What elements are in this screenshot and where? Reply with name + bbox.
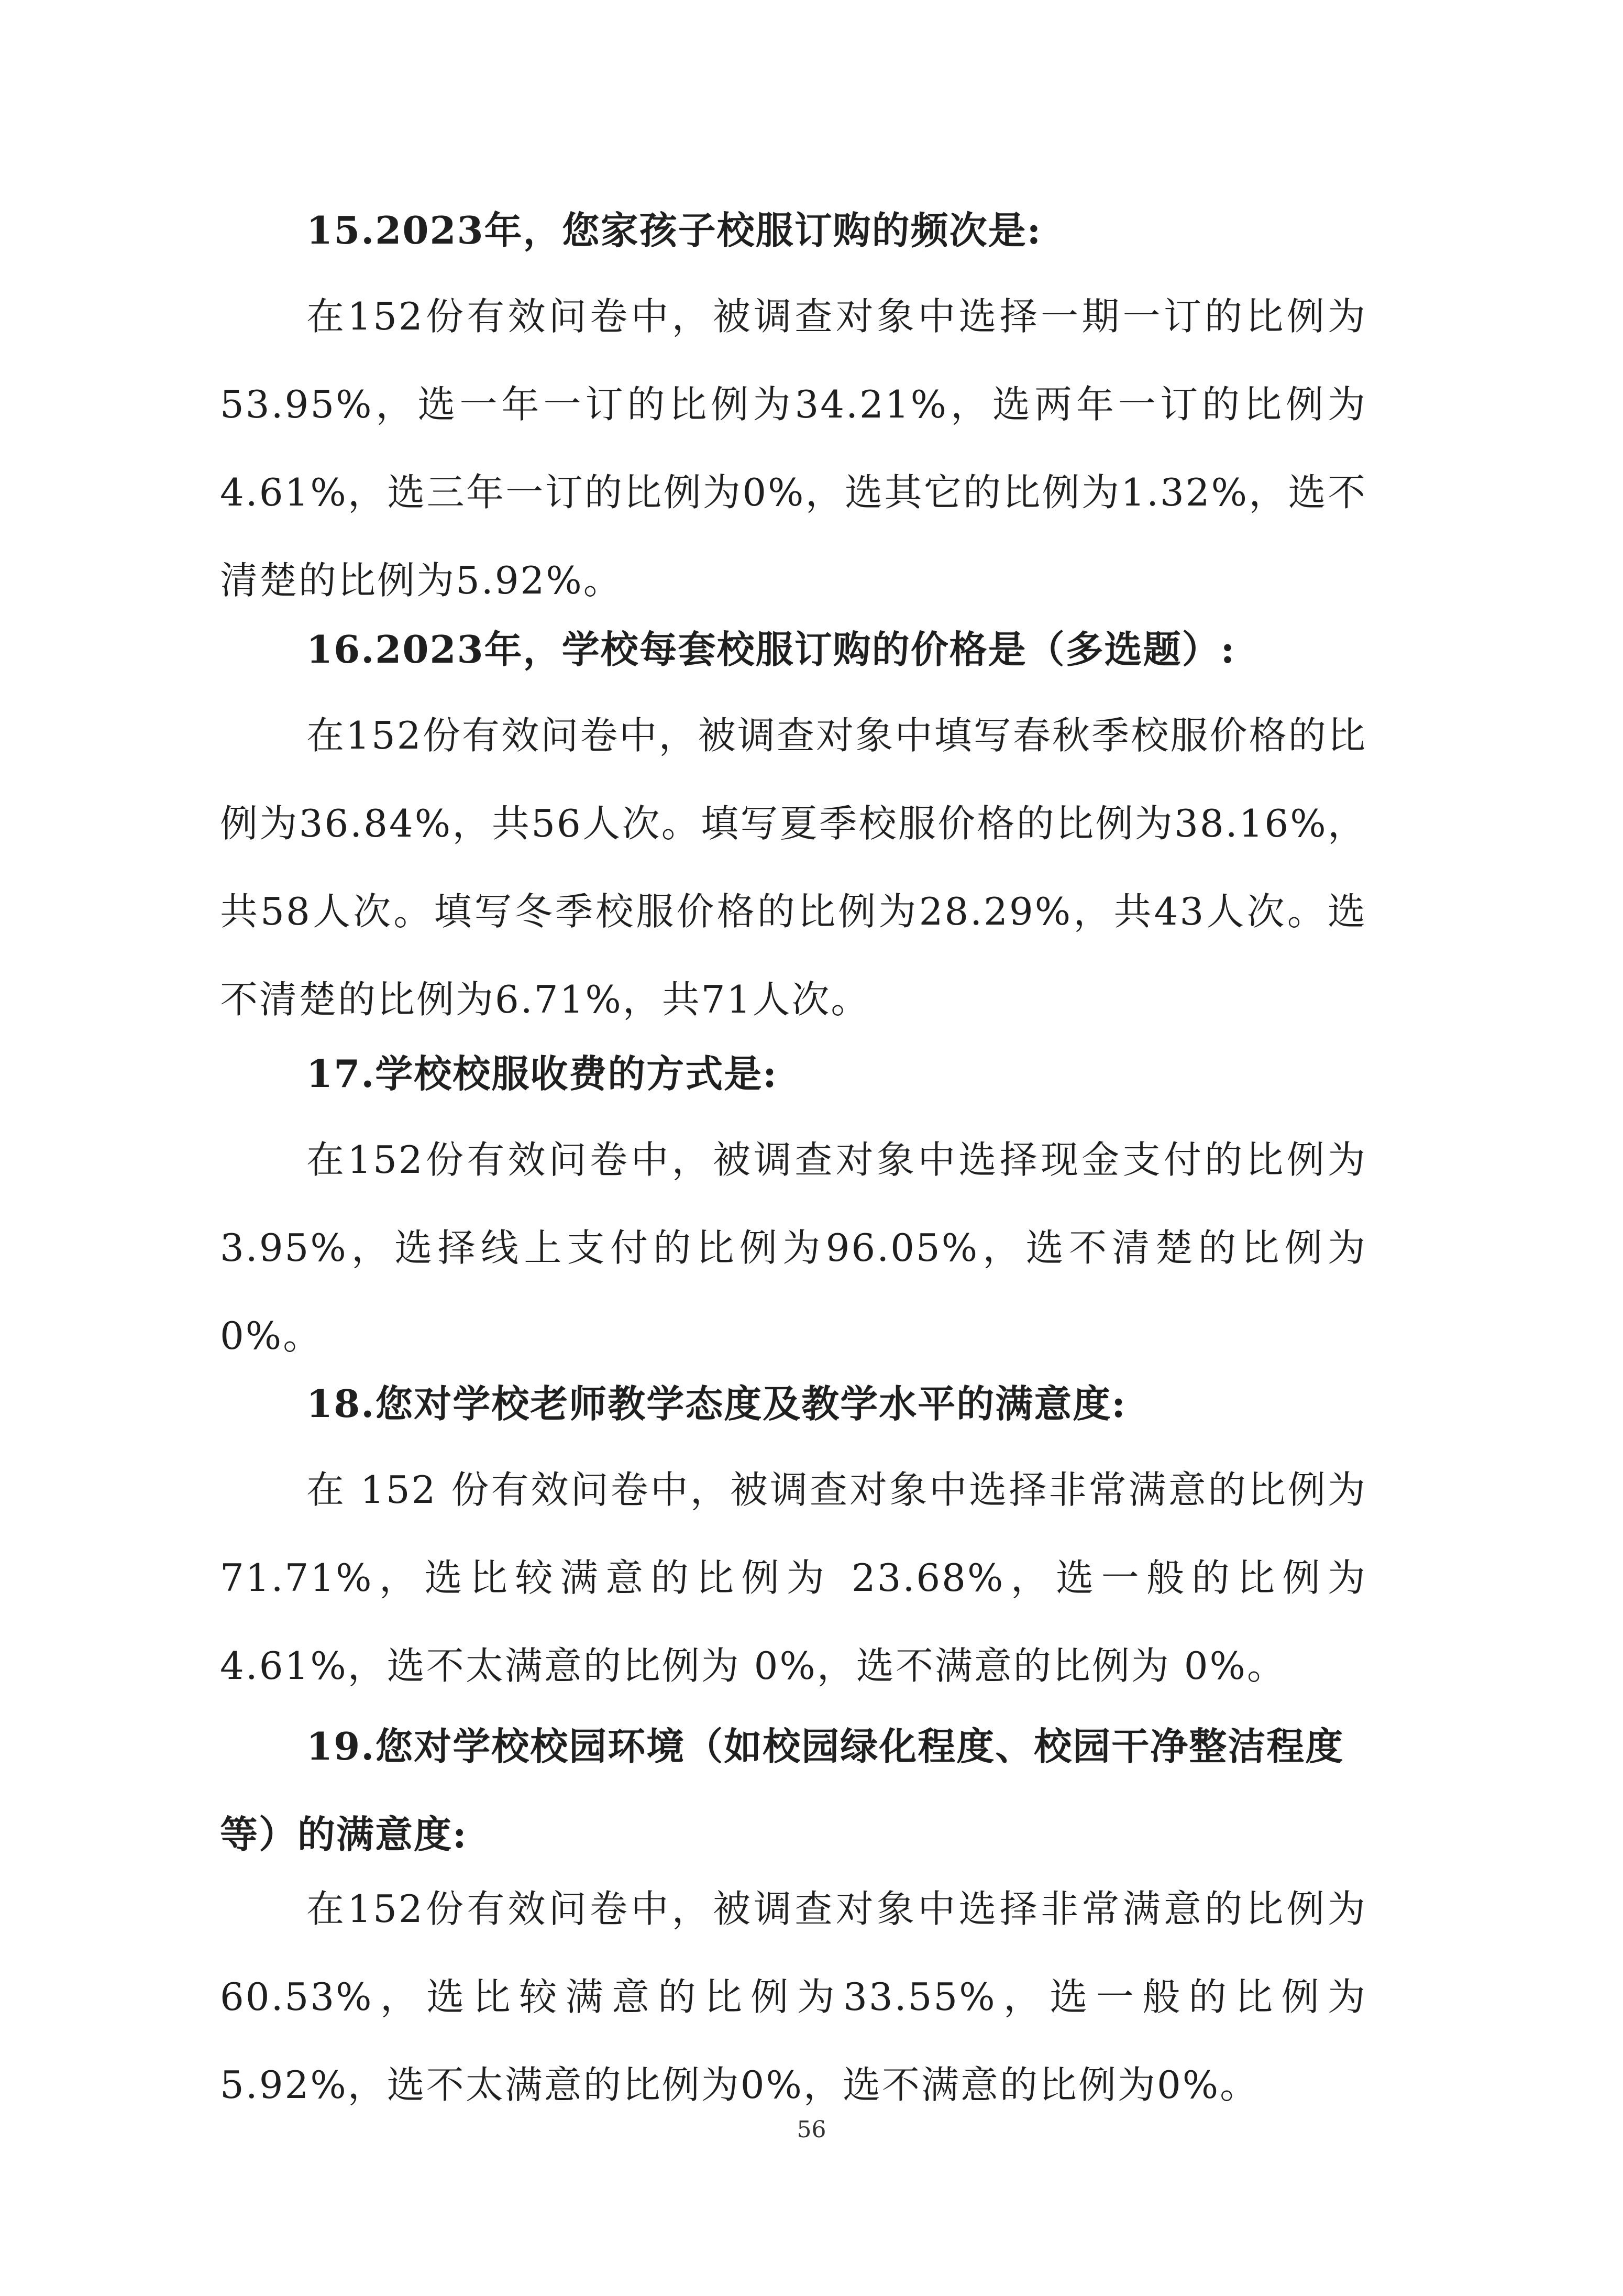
question-19-answer: 在152份有效问卷中，被调查对象中选择非常满意的比例为60.53%，选比较满意的比例为33.55%，选一般的比例为5.92%，选不太满意的比例为0%，选不满意的比例为0%。 — [220, 1887, 1367, 2107]
question-18-title: 18.您对学校老师教学态度及教学水平的满意度: — [306, 1381, 1127, 1426]
question-17-title: 17.学校校服收费的方式是: — [306, 1051, 778, 1096]
question-15-title: 15.2023年，您家孩子校服订购的频次是: — [306, 208, 1042, 252]
question-16-answer: 在152份有效问卷中，被调查对象中填写春秋季校服价格的比例为36.84%，共56人次。填写夏季校服价格的比例为38.16%，共58人次。填写冬季校服价格的比例为28.29%，共43人次。选不清楚的比例为6.71%，共71人次。 — [220, 713, 1367, 1021]
question-18-answer: 在 152 份有效问卷中，被调查对象中选择非常满意的比例为 71.71%，选比较满意的比例为 23.68%，选一般的比例为 4.61%，选不太满意的比例为 0%，选不满意的比例为 0%。 — [220, 1468, 1367, 1688]
question-15-answer: 在152份有效问卷中，被调查对象中选择一期一订的比例为53.95%，选一年一订的比例为34.21%，选两年一订的比例为4.61%，选三年一订的比例为0%，选其它的比例为1.32%，选不清楚的比例为5.92%。 — [220, 294, 1367, 602]
question-19-title: 19.您对学校校园环境（如校园绿化程度、校园干净整洁程度等）的满意度: — [220, 1724, 1344, 1856]
question-16-title: 16.2023年，学校每套校服订购的价格是（多选题）: — [306, 627, 1236, 672]
question-17-answer: 在152份有效问卷中，被调查对象中选择现金支付的比例为3.95%，选择线上支付的比例为96.05%，选不清楚的比例为0%。 — [220, 1138, 1367, 1358]
page-number: 56 — [797, 2116, 826, 2143]
